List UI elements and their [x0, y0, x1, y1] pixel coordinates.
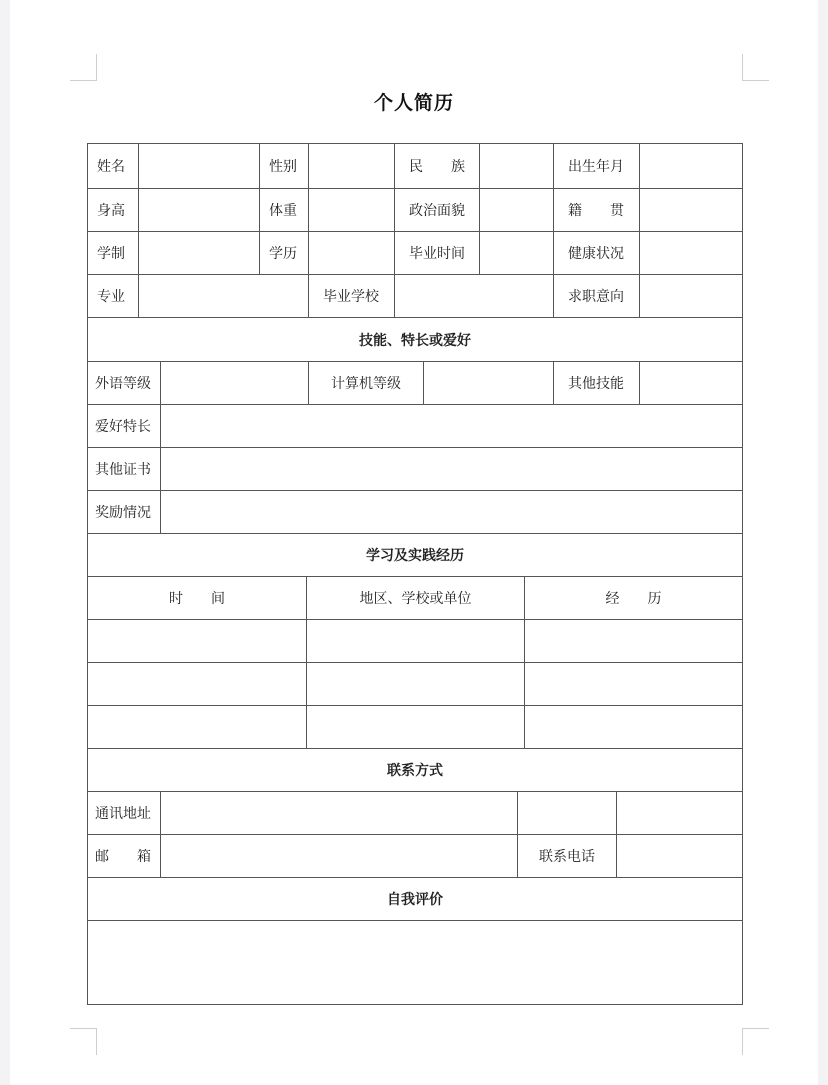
table-row — [88, 274, 742, 317]
self-eval-field[interactable] — [88, 921, 742, 1005]
awards-label: 奖励情况 — [95, 505, 151, 521]
language-label: 外语等级 — [95, 376, 151, 392]
table-row — [88, 834, 742, 877]
place-column-header: 地区、学校或单位 — [306, 577, 524, 619]
computer-field[interactable] — [423, 362, 553, 404]
job-intent-field[interactable] — [639, 275, 742, 317]
email-field[interactable] — [160, 835, 517, 877]
experience-history-field[interactable] — [524, 663, 742, 705]
table-row — [88, 791, 742, 834]
grad-school-field[interactable] — [394, 275, 553, 317]
hobbies-label: 爱好特长 — [95, 419, 151, 435]
self-eval-heading: 自我评价 — [387, 892, 443, 908]
section-heading-row — [88, 317, 742, 361]
skills-heading: 技能、特长或爱好 — [359, 332, 471, 349]
major-label: 专业 — [97, 289, 125, 305]
email-label: 邮 箱 — [95, 849, 151, 865]
grad-time-field[interactable] — [479, 232, 553, 274]
certificates-label: 其他证书 — [95, 462, 151, 478]
history-column-header: 经 历 — [524, 577, 742, 619]
grad-time-label: 毕业时间 — [394, 232, 479, 274]
table-row — [88, 404, 742, 447]
native-label: 籍 贯 — [553, 189, 639, 231]
schooling-field[interactable] — [138, 232, 259, 274]
section-heading-row — [88, 533, 742, 576]
other-skills-field[interactable] — [639, 362, 742, 404]
resume-table — [87, 143, 743, 1005]
hobbies-field[interactable] — [160, 405, 742, 447]
height-label: 身高 — [97, 203, 125, 219]
experience-history-field[interactable] — [524, 706, 742, 748]
experience-place-field[interactable] — [306, 706, 524, 748]
grad-school-label: 毕业学校 — [308, 275, 394, 317]
health-field[interactable] — [639, 232, 742, 274]
crop-mark-bottom-left — [70, 1028, 97, 1055]
height-field[interactable] — [138, 189, 259, 231]
health-label: 健康状况 — [553, 232, 639, 274]
ethnicity-field[interactable] — [479, 144, 553, 188]
table-row — [88, 188, 742, 231]
birth-field[interactable] — [639, 144, 742, 188]
address-extra-field[interactable] — [517, 792, 616, 834]
education-label: 学历 — [259, 232, 308, 274]
table-row — [88, 920, 742, 1005]
weight-field[interactable] — [308, 189, 394, 231]
crop-mark-top-right — [742, 54, 769, 81]
experience-heading: 学习及实践经历 — [366, 548, 464, 564]
education-field[interactable] — [308, 232, 394, 274]
table-header-row — [88, 576, 742, 619]
table-row — [88, 662, 742, 705]
major-field[interactable] — [138, 275, 308, 317]
contact-heading: 联系方式 — [387, 763, 443, 779]
table-row — [88, 144, 742, 188]
computer-label: 计算机等级 — [308, 362, 423, 404]
other-skills-label: 其他技能 — [553, 362, 639, 404]
section-heading-row — [88, 748, 742, 791]
schooling-label: 学制 — [97, 246, 125, 262]
crop-mark-bottom-right — [742, 1028, 769, 1055]
awards-field[interactable] — [160, 491, 742, 533]
experience-time-field[interactable] — [88, 620, 306, 662]
birth-label: 出生年月 — [553, 144, 639, 188]
address-label: 通讯地址 — [95, 806, 151, 822]
page-title: 个人简历 — [373, 92, 454, 114]
native-field[interactable] — [639, 189, 742, 231]
ethnicity-label: 民 族 — [394, 144, 479, 188]
name-field[interactable] — [138, 144, 259, 188]
gender-label: 性别 — [259, 144, 308, 188]
crop-mark-top-left — [70, 54, 97, 81]
experience-history-field[interactable] — [524, 620, 742, 662]
name-label: 姓名 — [97, 159, 125, 175]
experience-time-field[interactable] — [88, 706, 306, 748]
section-heading-row — [88, 877, 742, 920]
table-row — [88, 447, 742, 490]
weight-label: 体重 — [259, 189, 308, 231]
political-label: 政治面貌 — [394, 189, 479, 231]
address-field[interactable] — [160, 792, 517, 834]
experience-time-field[interactable] — [88, 663, 306, 705]
phone-label: 联系电话 — [517, 835, 616, 877]
table-row — [88, 705, 742, 748]
language-field[interactable] — [160, 362, 308, 404]
table-row — [88, 490, 742, 533]
phone-field[interactable] — [616, 835, 742, 877]
gender-field[interactable] — [308, 144, 394, 188]
address-extra-field-2[interactable] — [616, 792, 742, 834]
political-field[interactable] — [479, 189, 553, 231]
certificates-field[interactable] — [160, 448, 742, 490]
experience-place-field[interactable] — [306, 663, 524, 705]
job-intent-label: 求职意向 — [553, 275, 639, 317]
experience-place-field[interactable] — [306, 620, 524, 662]
time-column-header: 时 间 — [169, 591, 225, 607]
table-row — [88, 619, 742, 662]
table-row — [88, 231, 742, 274]
table-row — [88, 361, 742, 404]
